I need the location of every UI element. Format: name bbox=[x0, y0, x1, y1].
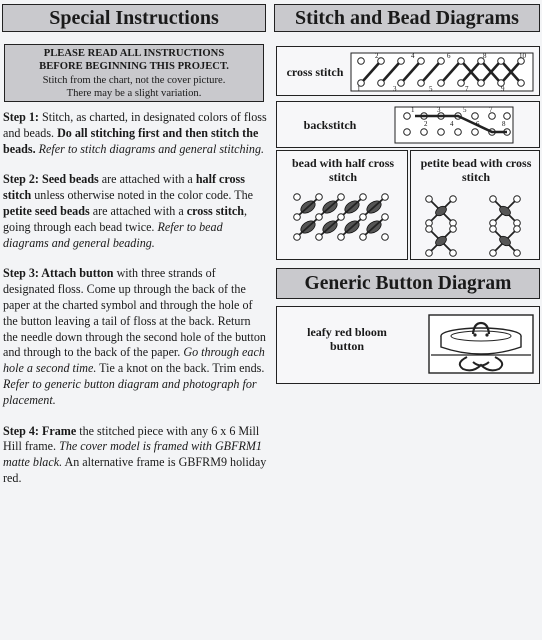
cross-number-3: 3 bbox=[393, 85, 397, 93]
step-3 bbox=[3, 266, 267, 408]
notice-line-2: BEFORE BEGINNING THIS PROJECT. bbox=[39, 61, 229, 73]
notice-line-3: Stitch from the chart, not the cover picture. bbox=[42, 74, 226, 86]
step-2 bbox=[3, 172, 267, 251]
cross-number-7: 7 bbox=[465, 85, 469, 93]
stitch-bead-diagrams-title: Stitch and Bead Diagrams bbox=[274, 4, 540, 32]
back-hole-bottom-2 bbox=[438, 129, 445, 136]
cross-number-2: 2 bbox=[375, 52, 379, 60]
button-hole-1 bbox=[473, 333, 476, 336]
step-3-italic-2: Refer to generic button diagram and photograph for placement. bbox=[3, 376, 257, 407]
bead-half-cross-marks bbox=[294, 194, 389, 241]
half-hole-2-4 bbox=[382, 234, 389, 241]
generic-button-box bbox=[276, 306, 540, 384]
cross-stitch-box bbox=[276, 46, 540, 96]
step-1 bbox=[3, 110, 267, 157]
cross-number-4: 4 bbox=[411, 52, 415, 60]
backstitch-box bbox=[276, 101, 540, 148]
bead-half-cross-diagram bbox=[277, 151, 409, 261]
back-number-1: 1 bbox=[411, 106, 415, 114]
hole-top-0 bbox=[358, 58, 365, 65]
back-hole-bottom-0 bbox=[404, 129, 411, 136]
cross-stitch-diagram bbox=[277, 47, 541, 97]
back-number-4: 4 bbox=[450, 120, 454, 128]
step-1-bold: Do all stitching first and then stitch the beads. bbox=[3, 125, 259, 156]
cross-stitch-label: cross stitch bbox=[286, 65, 344, 79]
step-2-head: Step 2: Seed beads bbox=[3, 172, 99, 187]
step-3-italic-1: Go through each hole a second time. bbox=[3, 345, 265, 376]
cross-number-10: 10 bbox=[519, 52, 526, 60]
notice-line-4: There may be a slight variation. bbox=[66, 88, 202, 100]
step-4-italic: The cover model is framed with GBFRM1 matte black. bbox=[3, 439, 262, 470]
half-hole-0-0 bbox=[294, 194, 301, 201]
back-number-2: 2 bbox=[424, 120, 428, 128]
step-3-text-1: with three strands of designated floss. Come up through the back of the paper at the charted symbol and through the hole of the button leaving a tail of floss at the back. Return the needle down through the second hole of the button and through to the back of the paper. bbox=[3, 266, 266, 360]
step-4-head: Step 4: Frame bbox=[3, 423, 77, 438]
bead-half-cross-label: bead with half cross stitch bbox=[291, 156, 395, 184]
cross-number-9: 9 bbox=[501, 85, 505, 93]
step-2-text-2: unless otherwise noted in the color code. The bbox=[31, 188, 253, 203]
backstitch-label: backstitch bbox=[303, 118, 357, 132]
bead-half-cross-box bbox=[276, 150, 408, 260]
backstitch-diagram bbox=[277, 102, 541, 149]
back-number-6: 6 bbox=[476, 120, 480, 128]
petite-bead-label: petite bead with cross stitch bbox=[420, 156, 532, 184]
step-2-text-3: are attached with a bbox=[89, 203, 187, 218]
step-2-text-4: , going through each bead twice. bbox=[3, 203, 247, 234]
notice-box bbox=[4, 44, 264, 102]
cross-number-6: 6 bbox=[447, 52, 451, 60]
step-2-bold-2: petite seed beads bbox=[3, 203, 90, 218]
generic-button-diagram-title: Generic Button Diagram bbox=[276, 268, 540, 299]
cross-number-1: 1 bbox=[357, 85, 361, 93]
button-hole-2 bbox=[485, 333, 488, 336]
step-2-bold-1: half cross stitch bbox=[3, 172, 245, 203]
back-hole-top-6 bbox=[504, 113, 511, 120]
back-number-8: 8 bbox=[502, 120, 506, 128]
back-number-3: 3 bbox=[437, 106, 441, 114]
back-hole-bottom-1 bbox=[421, 129, 428, 136]
notice-line-1: PLEASE READ ALL INSTRUCTIONS bbox=[43, 48, 225, 59]
back-number-7: 7 bbox=[489, 106, 493, 114]
step-2-italic: Refer to bead diagrams and general beading. bbox=[3, 219, 223, 250]
cross-number-8: 8 bbox=[483, 52, 487, 60]
back-hole-top-0 bbox=[404, 113, 411, 120]
back-hole-top-4 bbox=[472, 113, 479, 120]
step-1-text: Stitch, as charted, in designated colors of floss and beads. bbox=[3, 110, 267, 140]
step-3-head: Step 3: Attach button bbox=[3, 266, 114, 281]
step-4-text-1: the stitched piece with any 6 x 6 Mill Hill frame. bbox=[3, 423, 260, 454]
petite-bead-marks bbox=[426, 196, 521, 257]
back-hole-bottom-4 bbox=[472, 129, 479, 136]
step-2-text-1: are attached with a bbox=[98, 172, 196, 187]
back-number-5: 5 bbox=[463, 106, 467, 114]
steps-list bbox=[3, 110, 267, 502]
step-2-bold-3: cross stitch bbox=[186, 203, 244, 218]
button-label: leafy red bloom button bbox=[307, 325, 387, 353]
special-instructions-title: Special Instructions bbox=[2, 4, 266, 32]
step-4 bbox=[3, 424, 267, 487]
step-4-text-2: An alternative frame is GBFRM9 holiday red. bbox=[3, 455, 267, 485]
petite-bead-diagram bbox=[411, 151, 541, 261]
cross-number-5: 5 bbox=[429, 85, 433, 93]
step-1-head: Step 1: bbox=[3, 110, 39, 124]
step-3-text-2: Tie a knot on the back. Trim ends. bbox=[96, 361, 265, 376]
petite-bead-box bbox=[410, 150, 540, 260]
button-diagram bbox=[277, 307, 541, 385]
step-1-italic: Refer to stitch diagrams and general stitching. bbox=[35, 141, 265, 156]
back-hole-bottom-3 bbox=[455, 129, 462, 136]
